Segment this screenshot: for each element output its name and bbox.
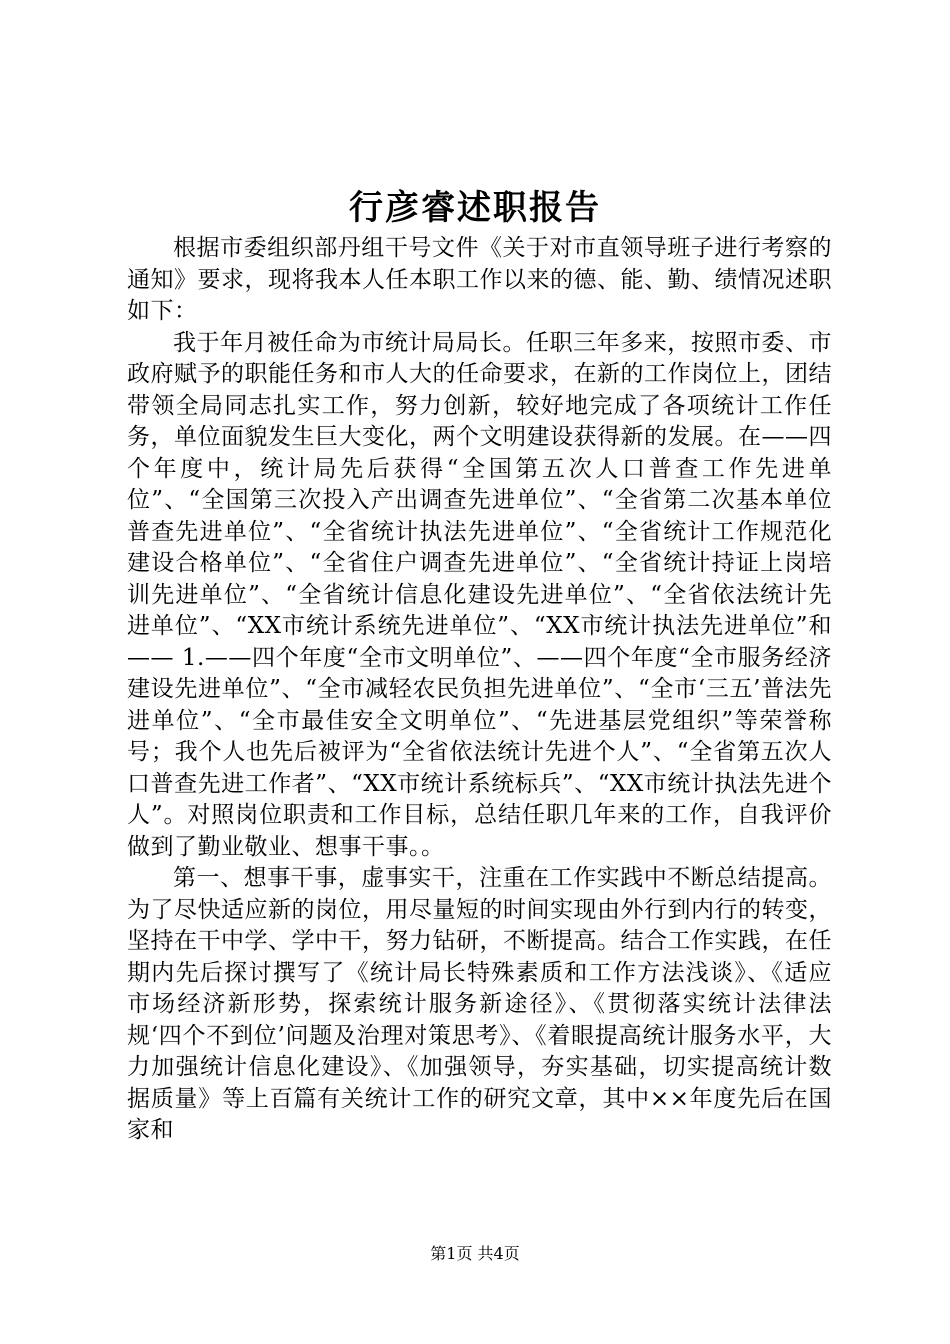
- document-title: 行彦睿述职报告: [349, 188, 601, 228]
- paragraph-section-one: 第一、想事干事，虚事实干，注重在工作实践中不断总结提高。为了尽快适应新的岗位，用尽量短的时间实现由外行到内行的转变，坚持在干中学、学中干，努力钻研，不断提高。结合工作实践，在任期内先后探讨撰写了《统计局长特殊素质和工作方法浅谈》、《适应市场经济新形势，探索统计服务新途径》、《贯彻落实统计法律法规‘四个不到位’问题及治理对策思考》、《着眼提高统计服务水平，大力加强统计信息化建设》、《加强领导，夯实基础，切实提高统计数据质量》等上百篇有关统计工作的研究文章，其中××年度先后在国家和: [127, 865, 832, 1143]
- paragraph-achievements: 我于年月被任命为市统计局局长。任职三年多来，按照市委、市政府赋予的职能任务和市人大的任命要求，在新的工作岗位上，团结带领全局同志扎实工作，努力创新，较好地完成了各项统计工作任务，单位面貌发生巨大变化，两个文明建设获得新的发展。在——四个年度中，统计局先后获得“全国第五次人口普查工作先进单位”、“全国第三次投入产出调查先进单位”、“全省第二次基本单位普查先进单位”、“全省统计执法先进单位”、“全省统计工作规范化建设合格单位”、“全省住户调查先进单位”、“全省统计持证上岗培训先进单位”、“全省统计信息化建设先进单位”、“全省依法统计先进单位”、“XX市统计系统先进单位”、“XX市统计执法先进单位”和—— 1.——四个年度“全市文明单位”、——四个年度“全市服务经济建设先进单位”、“全市减轻农民负担先进单位”、“全市‘三五’普法先进单位”、“全市最佳安全文明单位”、“先进基层党组织”等荣誉称号；我个人也先后被评为“全省依法统计先进个人”、“全省第五次人口普查先进工作者”、“XX市统计系统标兵”、“XX市统计执法先进个人”。对照岗位职责和工作目标，总结任职几年来的工作，自我评价做到了勤业敬业、想事干事。。: [127, 329, 832, 860]
- document-body: [127, 233, 832, 1147]
- page-footer: 第1页 共4页: [430, 1244, 520, 1263]
- paragraph-intro: 根据市委组织部丹组干号文件《关于对市直领导班子进行考察的通知》要求，现将我本人任本职工作以来的德、能、勤、绩情况述职如下：: [127, 235, 832, 324]
